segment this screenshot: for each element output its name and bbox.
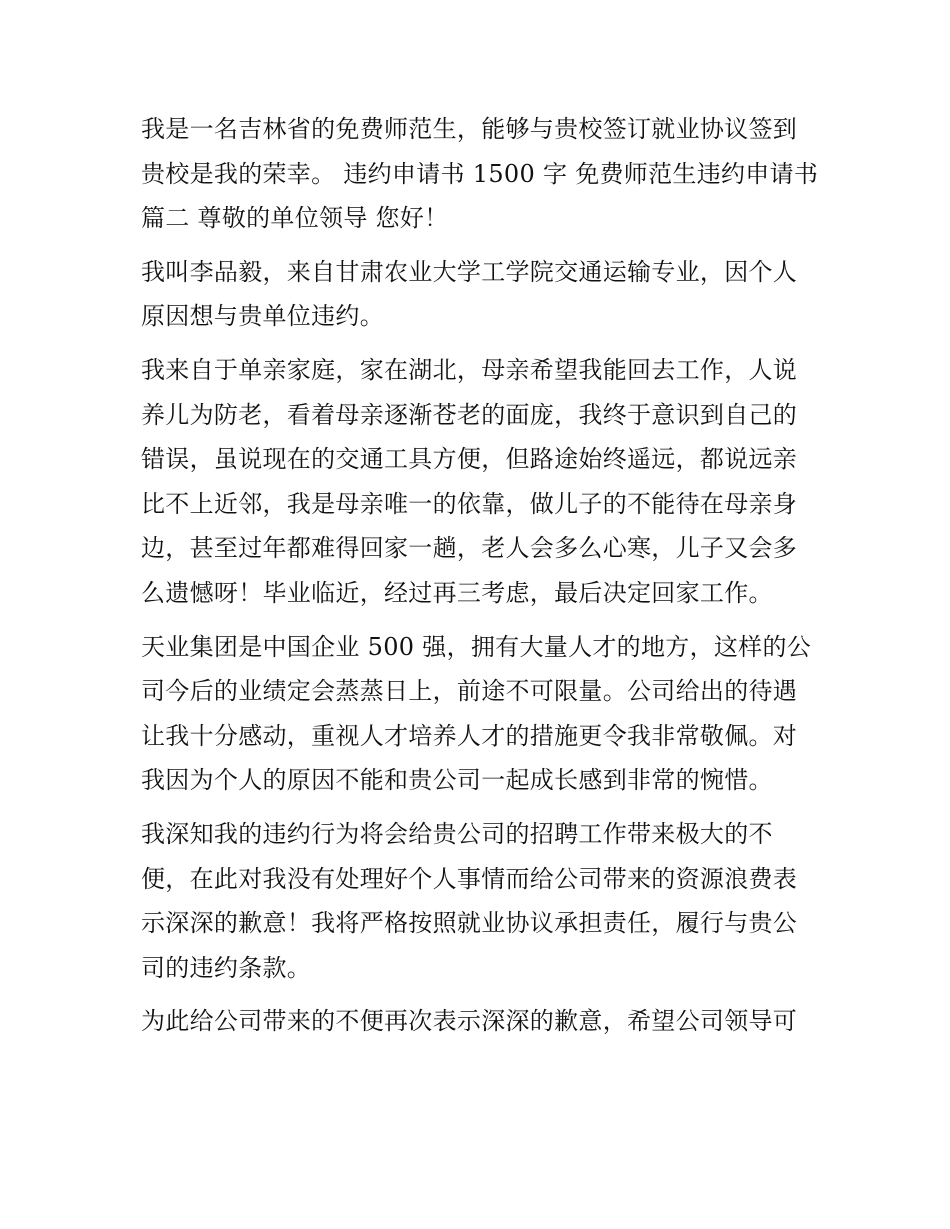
paragraph-6 <box>141 999 813 1044</box>
text-line: 我因为个人的原因不能和贵公司一起成长感到非常的惋惜。 <box>141 766 773 795</box>
text-line: 天业集团是中国企业 500 强，拥有大量人才的地方，这样的公 <box>141 632 812 661</box>
paragraph-4 <box>141 625 813 803</box>
text-line: 原因想与贵单位违约。 <box>141 302 384 331</box>
text-line: 示深深的歉意！我将严格按照就业协议承担责任，履行与贵公 <box>141 909 798 938</box>
text-line: 贵校是我的荣幸。 违约申请书 1500 字 免费师范生违约申请书 <box>141 159 819 188</box>
paragraph-5 <box>141 812 813 990</box>
paragraph-1 <box>141 107 819 241</box>
text-line: 我来自于单亲家庭，家在湖北，母亲希望我能回去工作，人说 <box>141 355 798 384</box>
text-line: 为此给公司带来的不便再次表示深深的歉意，希望公司领导可 <box>141 1007 798 1036</box>
paragraph-2 <box>141 250 813 339</box>
text-line: 我叫李品毅，来自甘肃农业大学工学院交通运输专业，因个人 <box>141 257 798 286</box>
document-body <box>141 107 819 1053</box>
text-line: 么遗憾呀！毕业临近，经过再三考虑，最后决定回家工作。 <box>141 578 773 607</box>
text-line: 我是一名吉林省的免费师范生，能够与贵校签订就业协议签到 <box>141 115 798 143</box>
paragraph-3 <box>141 348 813 616</box>
text-line: 养儿为防老，看着母亲逐渐苍老的面庞，我终于意识到自己的 <box>141 400 798 429</box>
text-line: 错误，虽说现在的交通工具方便，但路途始终遥远，都说远亲 <box>141 445 798 474</box>
text-line: 司的违约条款。 <box>141 953 312 982</box>
text-line: 边，甚至过年都难得回家一趟，老人会多么心寒，儿子又会多 <box>141 534 798 563</box>
text-line: 司今后的业绩定会蒸蒸日上，前途不可限量。公司给出的待遇 <box>141 677 798 706</box>
text-line: 我深知我的违约行为将会给贵公司的招聘工作带来极大的不 <box>141 819 773 848</box>
text-line: 便，在此对我没有处理好个人事情而给公司带来的资源浪费表 <box>141 864 798 893</box>
text-line: 让我十分感动，重视人才培养人才的措施更令我非常敬佩。对 <box>141 721 798 750</box>
text-line: 比不上近邻，我是母亲唯一的依靠，做儿子的不能待在母亲身 <box>141 489 798 518</box>
text-line: 篇二 尊敬的单位领导 您好！ <box>141 204 449 233</box>
